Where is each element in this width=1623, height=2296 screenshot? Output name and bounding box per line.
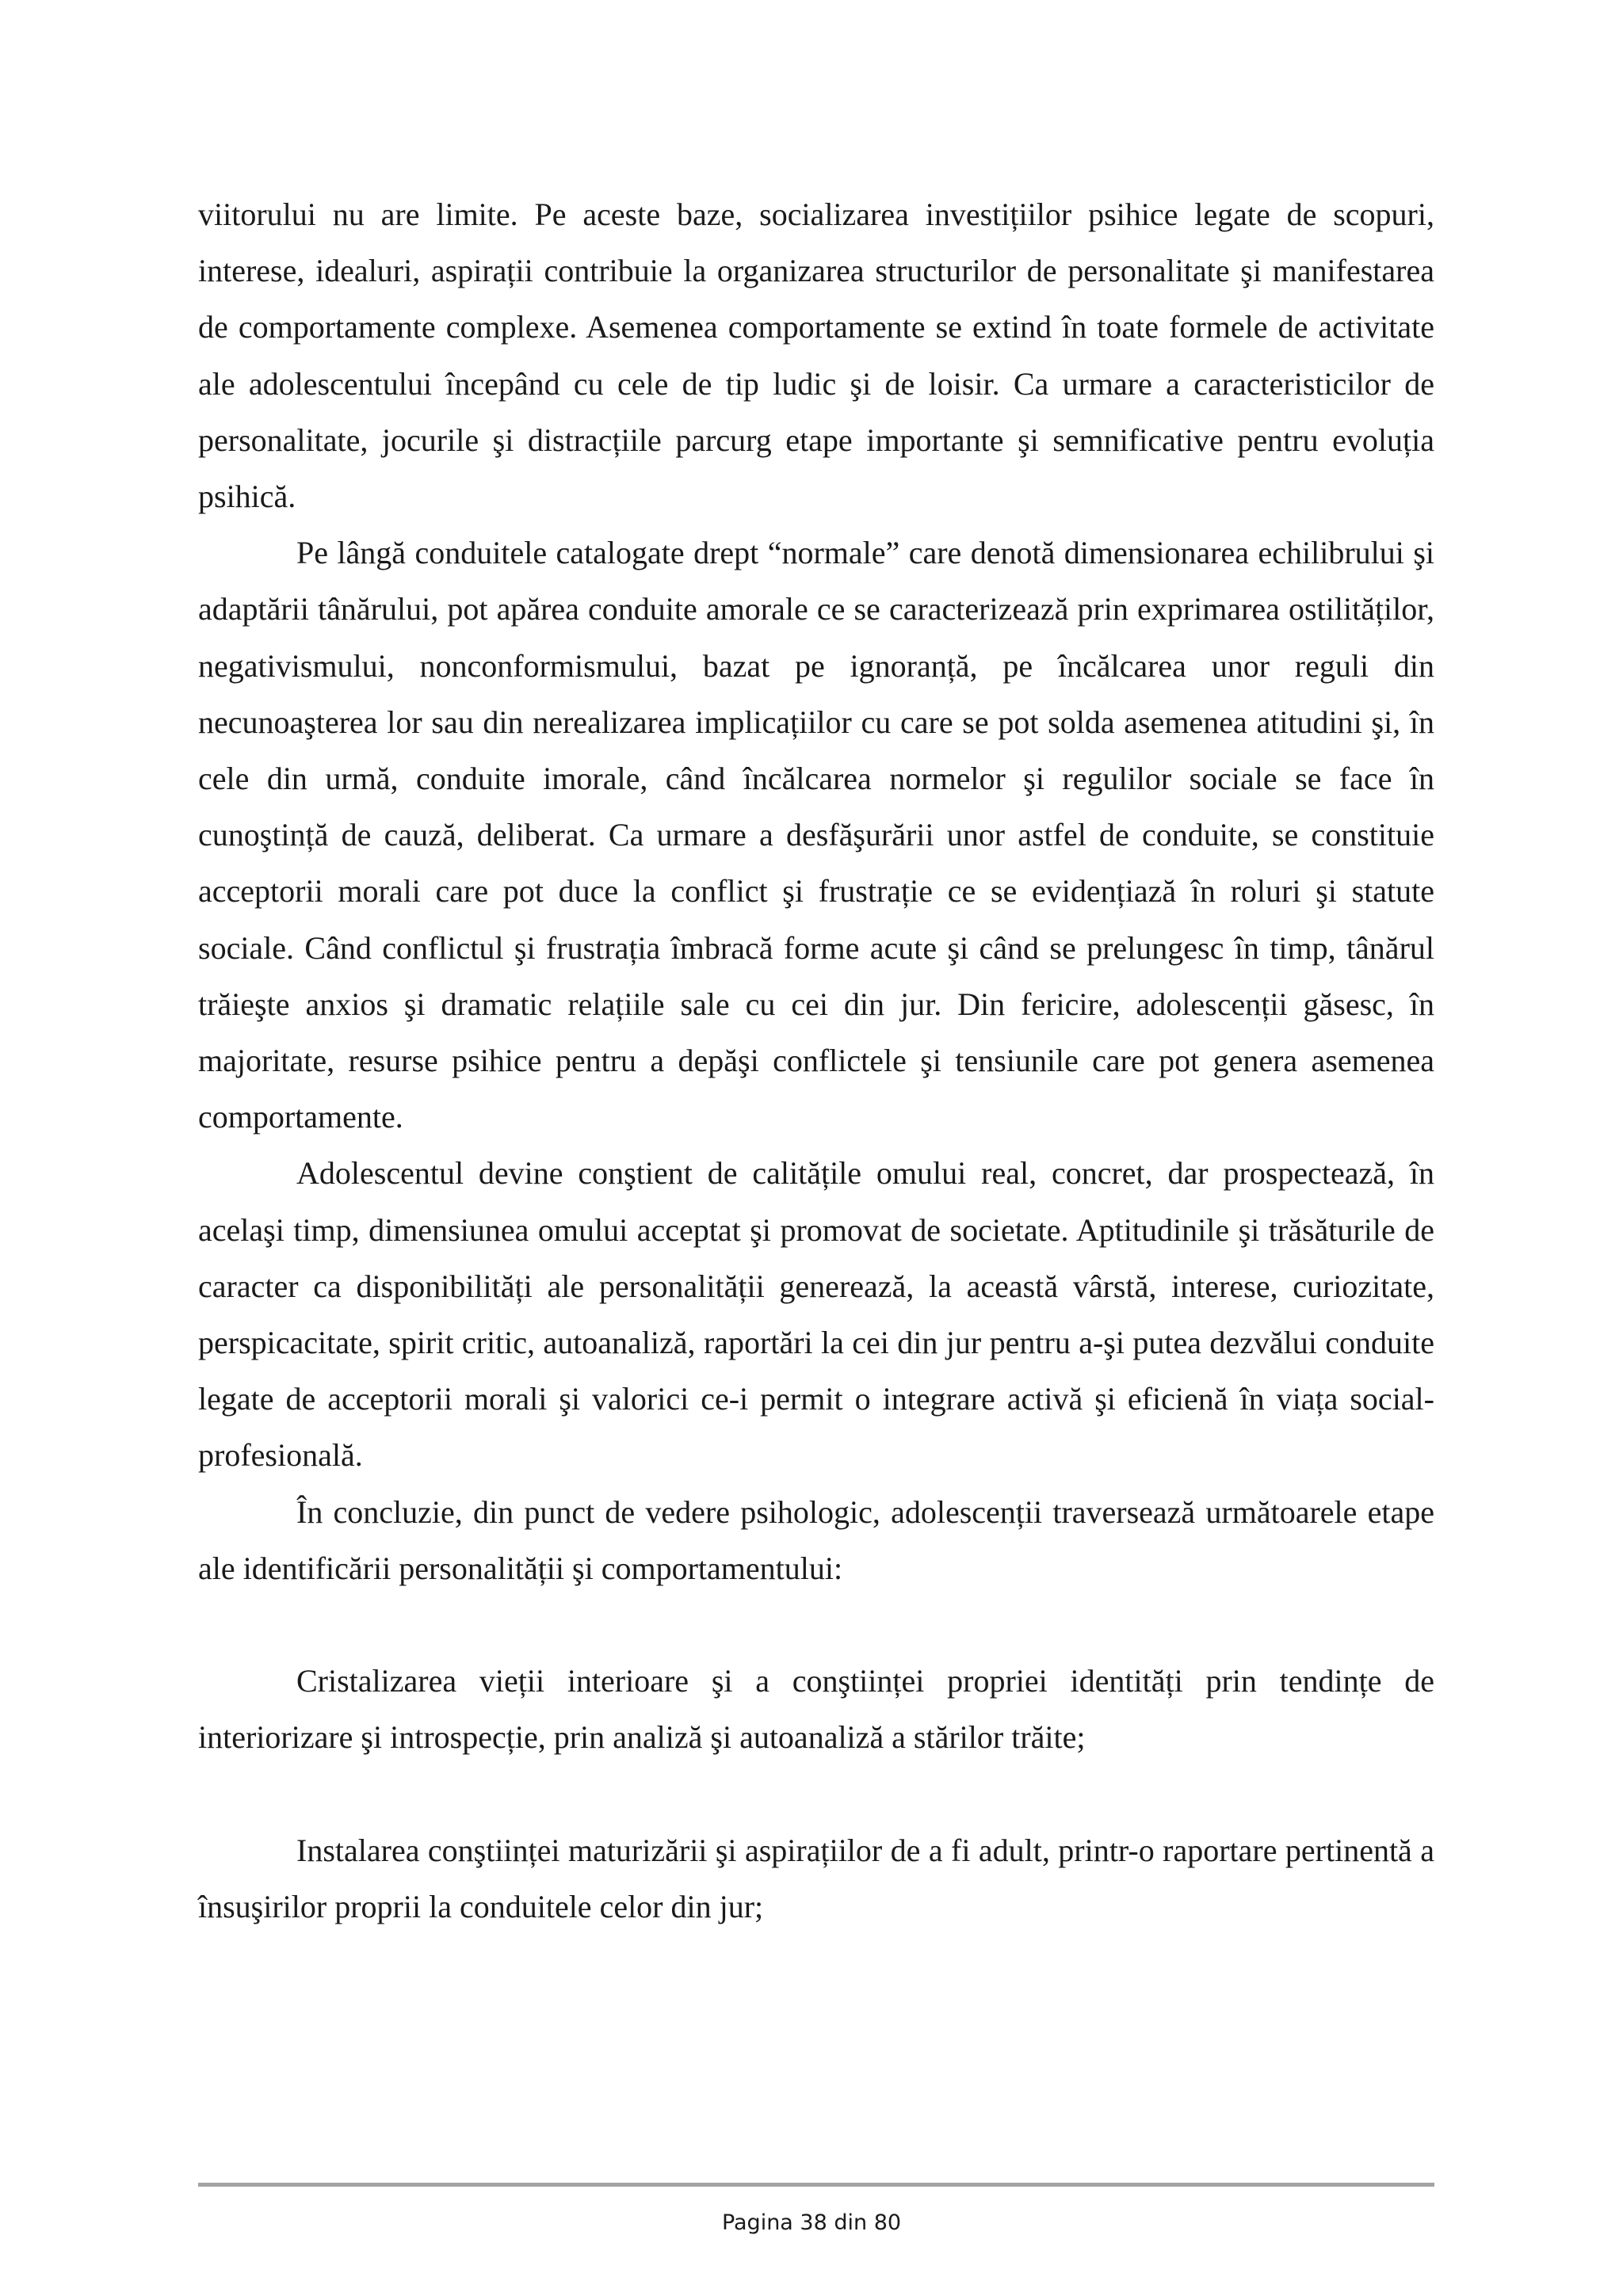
paragraph-continuation: viitorului nu are limite. Pe aceste baze, socializarea investițiilor psihice legate de scopuri, interese, idealuri, aspirații contribuie la organizarea structurilor de personalitate şi manifestarea de comportamente complexe. Asemenea comportamente se extind în toate formele de activitate ale adolescentului începând cu cele de tip ludic şi de loisir. Ca urmare a caracteristicilor de personalitate, jocurile şi distracțiile parcurg etape importante şi semnificative pentru evoluția psihică. [198,196,1434,515]
paragraph-adolescentul: Adolescentul devine conştient de calitățile omului real, concret, dar prospectează, în acelaşi timp, dimensiunea omului acceptat şi promovat de societate. Aptitudinile şi trăsăturile de caracter ca disponibilități ale personalității generează, la această vârstă, interese, curiozitate, perspicacitate, spirit critic, autoanaliză, raportări la cei din jur pentru a-şi putea dezvălui conduite legate de acceptorii morali şi valorici ce-i permit o integrare activă şi eficienă în viața social- profesională. [198,1155,1434,1474]
paragraph-spacer [198,1766,1434,1822]
paragraph-spacer [198,1596,1434,1653]
page-number: Pagina 38 din 80 [721,2210,902,2235]
list-item-cristalizarea: Cristalizarea vieții interioare şi a conştiinței propriei identități prin tendințe de interiorizare şi introspecție, prin analiză şi autoanaliză a stărilor trăite; [198,1663,1434,1756]
footer-divider [198,2183,1434,2187]
paragraph-concluzie: În concluzie, din punct de vedere psihologic, adolescenții traversează următoarele etape ale identificării personalității şi comportamentului: [198,1493,1434,1586]
list-item-instalarea: Instalarea conştiinței maturizării şi aspirațiilor de a fi adult, printr-o raportare pertinentă a însuşirilor proprii la conduitele celor din jur; [198,1832,1434,1925]
paragraph-conduite: Pe lângă conduitele catalogate drept “normale” care denotă dimensionarea echilibrului şi adaptării tânărului, pot apărea conduite amorale ce se caracterizează prin exprimarea ostilităților, negativismului, nonconformismului, bazat pe ignoranță, pe încălcarea unor reguli din necunoaşterea lor sau din nerealizarea implicațiilor cu care se pot solda asemenea atitudini şi, în cele din urmă, conduite imorale, când încălcarea normelor şi regulilor sociale se face în cunoştință de cauză, deliberat. Ca urmare a desfăşurării unor astfel de conduite, se constituie acceptorii morali care pot duce la conflict şi frustrație ce se evidențiază în roluri şi statute sociale. Când conflictul şi frustrația îmbracă forme acute şi când se prelungesc în timp, tânărul trăieşte anxios şi dramatic relațiile sale cu cei din jur. Din fericire, adolescenții găsesc, în majoritate, resurse psihice pentru a depăşi conflictele şi tensiunile care pot genera asemenea comportamente. [198,535,1434,1135]
body-text [198,186,1434,1935]
